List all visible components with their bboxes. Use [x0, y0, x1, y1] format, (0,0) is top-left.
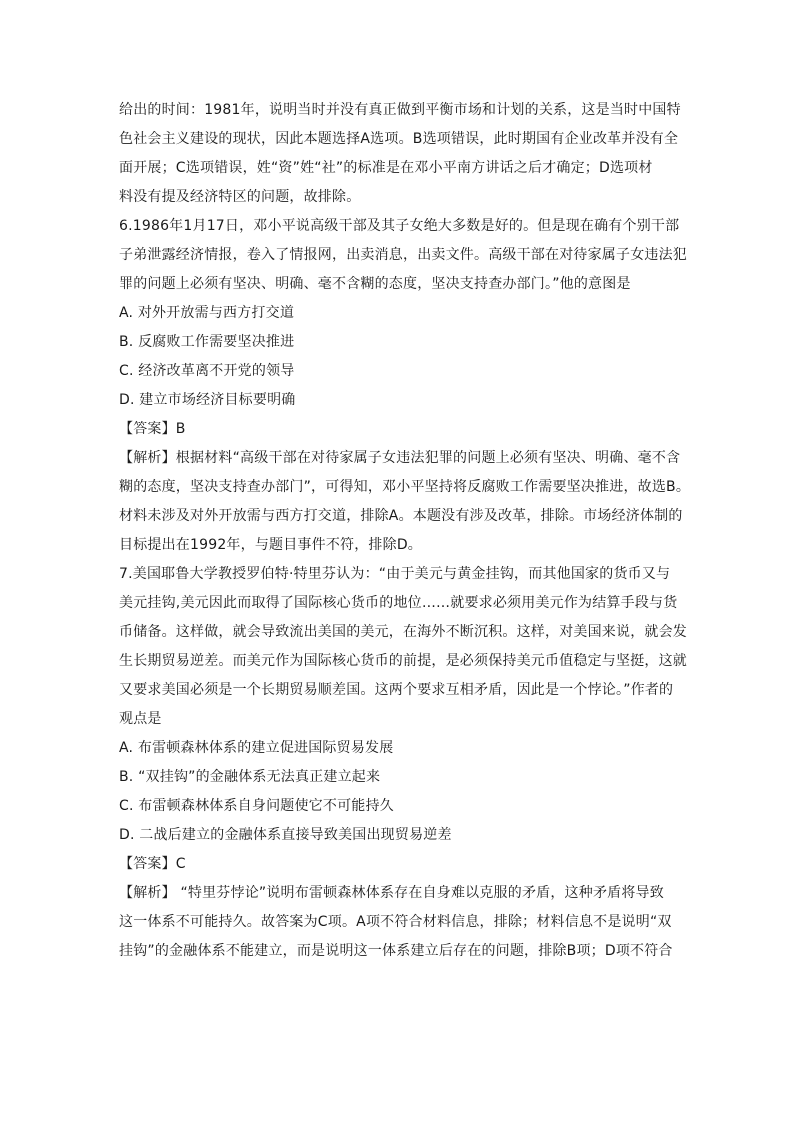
question-7-stem: 生长期贸易逆差。而美元作为国际核心货币的前提，是必须保持美元币值稳定与坚挺，这就 — [119, 653, 687, 669]
question-7-stem: 美元挂钩,美元因此而取得了国际核心货币的地位……就要求必须用美元作为结算手段与货 — [119, 595, 678, 611]
text-line: 料没有提及经济特区的问题，故排除。 — [119, 189, 361, 205]
question-6-analysis: 【解析】根据材料“高级干部在对待家属子女违法犯罪的问题上必须有坚决、明确、毫不含 — [119, 450, 681, 466]
text-line: 给出的时间：1981年，说明当时并没有真正做到平衡市场和计划的关系，这是当时中国特 — [119, 102, 681, 118]
question-7-stem: 币储备。这样做，就会导致流出美国的美元，在海外不断沉积。这样，对美国来说，就会发 — [119, 624, 687, 640]
question-6-stem: 6.1986年1月17日，邓小平说高级干部及其子女绝大多数是好的。但是现在确有个别干部 — [119, 218, 680, 234]
question-6-stem: 子弟泄露经济情报，卷入了情报网，出卖消息，出卖文件。高级干部在对待家属子女违法犯 — [119, 247, 687, 263]
question-7-option-a: A. 布雷顿森林体系的建立促进国际贸易发展 — [119, 740, 394, 756]
text-line: 色社会主义建设的现状，因此本题选择A选项。B选项错误，此时期国有企业改革并没有全 — [119, 131, 679, 147]
question-6-analysis: 材料未涉及对外开放需与西方打交道，排除A。本题没有涉及改革，排除。市场经济体制的 — [119, 508, 683, 524]
question-6-answer: 【答案】B — [119, 421, 186, 437]
question-6-analysis: 目标提出在1992年，与题目事件不符，排除D。 — [119, 537, 423, 553]
question-7-option-d: D. 二战后建立的金融体系直接导致美国出现贸易逆差 — [119, 827, 452, 843]
question-6-analysis: 糊的态度，坚决支持查办部门”，可得知，邓小平坚持将反腐败工作需要坚决推进，故选B。 — [119, 479, 691, 495]
question-7-analysis: 这一体系不可能持久。故答案为C项。A项不符合材料信息，排除；材料信息不是说明“双 — [119, 914, 672, 930]
question-6-stem: 罪的问题上必须有坚决、明确、毫不含糊的态度，坚决支持查办部门。”他的意图是 — [119, 276, 631, 292]
question-7-stem: 又要求美国必须是一个长期贸易顺差国。这两个要求互相矛盾，因此是一个悖论。”作者的 — [119, 682, 674, 698]
question-7-stem: 观点是 — [119, 711, 162, 727]
question-6-option-c: C. 经济改革离不开党的领导 — [119, 363, 295, 379]
question-6-option-d: D. 建立市场经济目标要明确 — [119, 392, 296, 408]
document-body — [119, 96, 691, 966]
question-7-analysis: 挂钩”的金融体系不能建立，而是说明这一体系建立后存在的问题，排除B项；D项不符合 — [119, 943, 673, 959]
question-7-analysis: 【解析】 “特里芬悖论”说明布雷顿森林体系存在自身难以克服的矛盾，这种矛盾将导致 — [119, 885, 664, 901]
text-line: 面开展；C选项错误，姓“资”姓“社”的标准是在邓小平南方讲话之后才确定；D选项材 — [119, 160, 653, 176]
question-7-option-b: B. “双挂钩”的金融体系无法真正建立起来 — [119, 769, 381, 785]
question-7-stem: 7.美国耶鲁大学教授罗伯特·特里芬认为：“由于美元与黄金挂钩，而其他国家的货币又与 — [119, 566, 671, 582]
question-6-option-b: B. 反腐败工作需要坚决推进 — [119, 334, 295, 350]
question-7-answer: 【答案】C — [119, 856, 186, 872]
question-7-option-c: C. 布雷顿森林体系自身问题使它不可能持久 — [119, 798, 394, 814]
question-6-option-a: A. 对外开放需与西方打交道 — [119, 305, 295, 321]
